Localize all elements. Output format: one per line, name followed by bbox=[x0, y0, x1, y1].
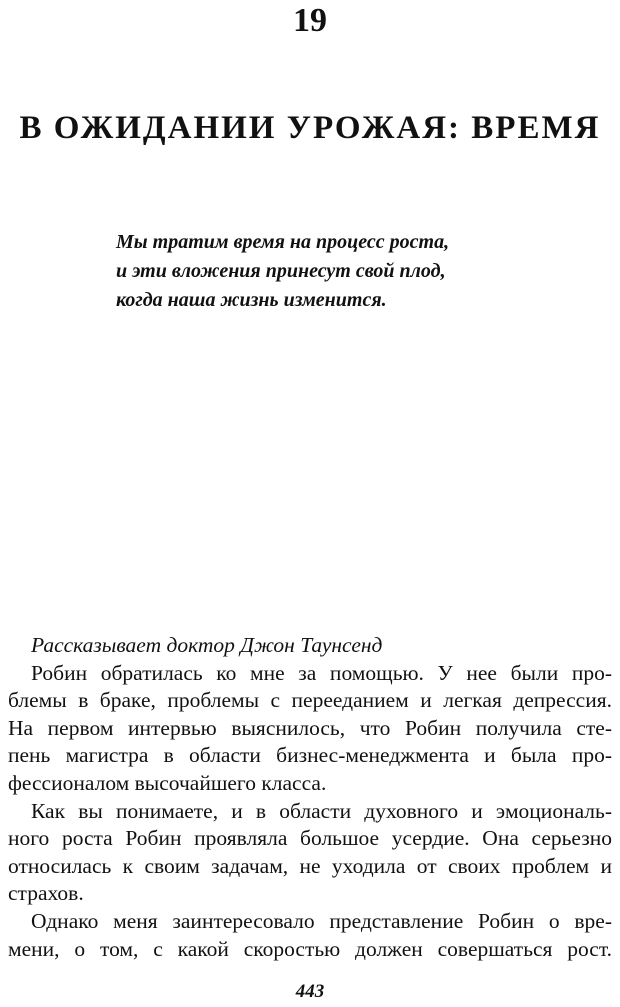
paragraph bbox=[8, 908, 612, 963]
byline: Рассказывает доктор Джон Таунсенд bbox=[31, 633, 383, 657]
text-line: Робин обратилась ко мне за помощью. У нее были про- bbox=[31, 660, 612, 685]
text-line: Однако меня заинтересовало представление Робин о вре- bbox=[31, 908, 612, 933]
text-line: пень магистра в области бизнес-менеджмента и была про- bbox=[8, 743, 612, 768]
body-text bbox=[8, 632, 612, 963]
epigraph-line: Мы тратим время на процесс роста, bbox=[116, 231, 450, 253]
text-line: ного роста Робин проявляла большое усердие. Она серьезно bbox=[8, 826, 612, 851]
chapter-title: В ОЖИДАНИИ УРОЖАЯ: ВРЕМЯ bbox=[19, 110, 601, 146]
paragraph bbox=[8, 798, 612, 908]
text-line: Как вы понимаете, и в области духовного и эмоциональ- bbox=[31, 798, 612, 823]
chapter-number: 19 bbox=[293, 2, 327, 39]
paragraph bbox=[8, 660, 612, 798]
text-line: На первом интервью выяснилось, что Робин получила сте- bbox=[8, 715, 612, 740]
text-line: страхов. bbox=[8, 881, 84, 906]
epigraph bbox=[116, 228, 576, 315]
epigraph-line: когда наша жизнь изменится. bbox=[116, 289, 387, 311]
text-line: фессионалом высочайшего класса. bbox=[8, 770, 327, 795]
text-line: мени, о том, с какой скоростью должен совершаться рост. bbox=[8, 936, 612, 961]
epigraph-line: и эти вложения принесут свой плод, bbox=[116, 260, 446, 282]
page-number: 443 bbox=[295, 981, 325, 1002]
text-line: относилась к своим задачам, не уходила от своих проблем и bbox=[8, 853, 612, 878]
text-line: блемы в браке, проблемы с перееданием и легкая депрессия. bbox=[8, 688, 612, 713]
